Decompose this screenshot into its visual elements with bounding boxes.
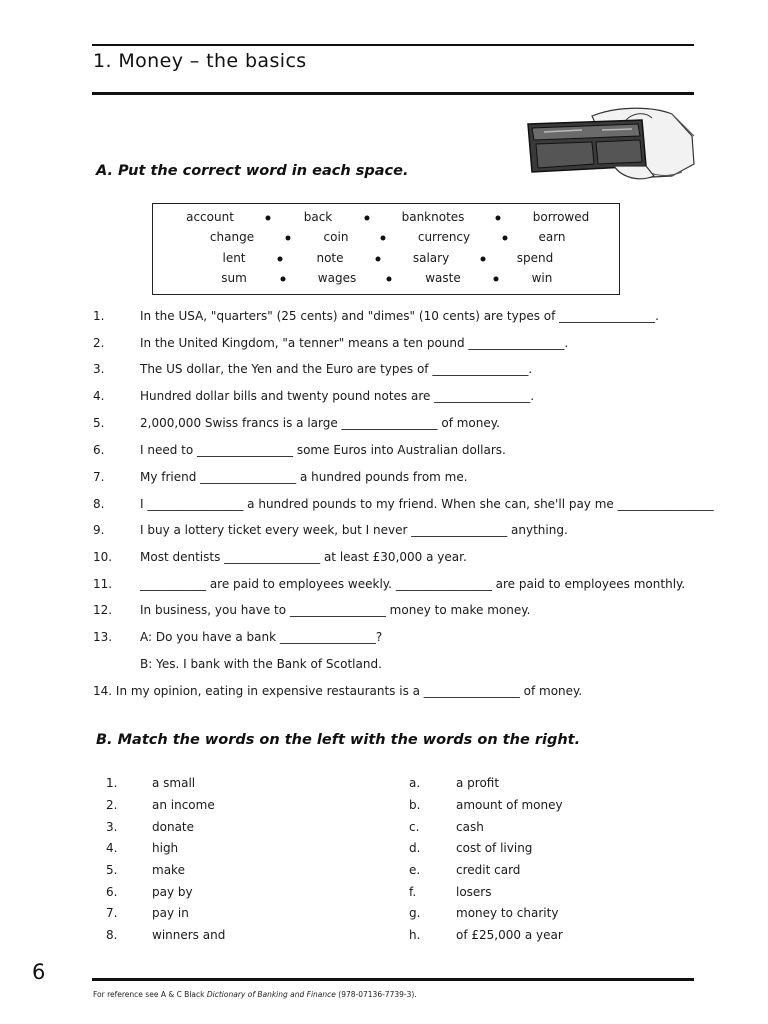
question-row <box>0 309 768 327</box>
question-row <box>0 497 768 515</box>
left-item-number: 5. <box>106 863 118 877</box>
question-number: 9. <box>93 523 105 537</box>
word-bank-word: wages <box>317 271 357 285</box>
right-item-letter: g. <box>409 906 421 920</box>
question-text: 2,000,000 Swiss francs is a large ________________ of money. <box>140 416 500 430</box>
left-item-number: 2. <box>106 798 118 812</box>
left-item-text: an income <box>152 798 215 812</box>
question-text: I ________________ a hundred pounds to my friend. When she can, she'll pay me ________________ <box>140 497 714 511</box>
question-number: 11. <box>93 577 113 591</box>
word-bank-word: coin <box>323 230 349 244</box>
left-item-text: a small <box>152 776 196 790</box>
question-text: In the USA, "quarters" (25 cents) and "dimes" (10 cents) are types of ________________. <box>140 309 659 323</box>
question-row <box>0 443 768 461</box>
match-row <box>0 820 768 838</box>
question-number: 5. <box>93 416 105 430</box>
word-bank-row <box>153 251 619 267</box>
left-item-number: 8. <box>106 928 118 942</box>
word-bank-word: win <box>531 271 553 285</box>
question-text: B: Yes. I bank with the Bank of Scotland. <box>140 657 382 671</box>
reference-prefix: For reference see A & C Black <box>93 990 207 999</box>
right-item-text: money to charity <box>456 906 559 920</box>
right-item-letter: b. <box>409 798 421 812</box>
right-item-letter: c. <box>409 820 420 834</box>
bullet-icon <box>281 277 286 282</box>
question-row <box>0 523 768 541</box>
page-number: 6 <box>32 960 46 984</box>
left-item-text: pay in <box>152 906 189 920</box>
right-item-text: credit card <box>456 863 521 877</box>
question-text: A: Do you have a bank ________________? <box>140 630 383 644</box>
question-number: 12. <box>93 603 113 617</box>
right-item-text: cost of living <box>456 841 533 855</box>
bullet-icon <box>503 236 508 241</box>
word-bank-word: borrowed <box>532 210 590 224</box>
question-number: 1. <box>93 309 105 323</box>
question-row <box>0 362 768 380</box>
word-bank-word: back <box>303 210 333 224</box>
bullet-icon <box>278 257 283 262</box>
bullet-icon <box>481 257 486 262</box>
match-row <box>0 798 768 816</box>
question-number: 6. <box>93 443 105 457</box>
top-rule <box>92 44 694 46</box>
right-item-text: of £25,000 a year <box>456 928 563 942</box>
question-row <box>0 550 768 568</box>
question-text: The US dollar, the Yen and the Euro are types of ________________. <box>140 362 533 376</box>
match-row <box>0 841 768 859</box>
bullet-icon <box>286 236 291 241</box>
question-number: 13. <box>93 630 113 644</box>
question-number: 3. <box>93 362 105 376</box>
word-bank-word: salary <box>412 251 450 265</box>
word-bank-word: spend <box>516 251 554 265</box>
question-text: In the United Kingdom, "a tenner" means a ten pound ________________. <box>140 336 569 350</box>
section-b-heading: B. Match the words on the left with the words on the right. <box>96 732 581 748</box>
question-row <box>0 603 768 621</box>
question-text: Most dentists ________________ at least £30,000 a year. <box>140 550 467 564</box>
reference-suffix: (978-07136-7739-3). <box>335 990 417 999</box>
word-bank-word: note <box>316 251 344 265</box>
left-item-text: winners and <box>152 928 226 942</box>
right-item-text: cash <box>456 820 484 834</box>
question-text: Hundred dollar bills and twenty pound notes are ________________. <box>140 389 535 403</box>
left-item-number: 1. <box>106 776 118 790</box>
bullet-icon <box>365 216 370 221</box>
word-bank <box>152 203 620 295</box>
bullet-icon <box>387 277 392 282</box>
left-item-number: 6. <box>106 885 118 899</box>
footer-rule <box>92 978 694 981</box>
left-item-number: 7. <box>106 906 118 920</box>
section-a-heading: A. Put the correct word in each space. <box>96 163 409 179</box>
word-bank-word: waste <box>425 271 461 285</box>
reference-note <box>93 990 417 999</box>
word-bank-word: currency <box>417 230 471 244</box>
question-number: 8. <box>93 497 105 511</box>
match-row <box>0 863 768 881</box>
question-row <box>0 630 768 648</box>
word-bank-word: earn <box>538 230 566 244</box>
bullet-icon <box>494 277 499 282</box>
question-text: I need to ________________ some Euros into Australian dollars. <box>140 443 506 457</box>
question-text: 14. In my opinion, eating in expensive restaurants is a ________________ of money. <box>93 684 583 698</box>
right-item-letter: e. <box>409 863 421 877</box>
left-item-number: 4. <box>106 841 118 855</box>
right-item-text: amount of money <box>456 798 563 812</box>
word-bank-word: sum <box>221 271 247 285</box>
question-number: 2. <box>93 336 105 350</box>
reference-title: Dictionary of Banking and Finance <box>206 990 336 999</box>
word-bank-word: banknotes <box>401 210 465 224</box>
question-number: 10. <box>93 550 113 564</box>
left-item-text: make <box>152 863 185 877</box>
question-row <box>0 416 768 434</box>
match-row <box>0 885 768 903</box>
word-bank-row <box>153 230 619 246</box>
question-row <box>0 684 768 702</box>
bullet-icon <box>381 236 386 241</box>
question-text: I buy a lottery ticket every week, but I never ________________ anything. <box>140 523 568 537</box>
word-bank-word: change <box>209 230 255 244</box>
question-row <box>0 470 768 488</box>
wallet-in-hand-icon <box>522 106 696 186</box>
question-row <box>0 389 768 407</box>
question-text: In business, you have to ________________ money to make money. <box>140 603 531 617</box>
bullet-icon <box>376 257 381 262</box>
question-number: 4. <box>93 389 105 403</box>
page-title: 1. Money – the basics <box>93 50 307 72</box>
right-item-letter: f. <box>409 885 417 899</box>
left-item-text: pay by <box>152 885 193 899</box>
question-row <box>0 657 768 675</box>
word-bank-row <box>153 210 619 226</box>
match-row <box>0 928 768 946</box>
right-item-letter: d. <box>409 841 421 855</box>
bullet-icon <box>266 216 271 221</box>
left-item-text: donate <box>152 820 195 834</box>
word-bank-row <box>153 271 619 287</box>
right-item-text: losers <box>456 885 492 899</box>
left-item-text: high <box>152 841 179 855</box>
word-bank-word: account <box>186 210 234 224</box>
question-row <box>0 577 768 595</box>
match-row <box>0 776 768 794</box>
bullet-icon <box>496 216 501 221</box>
right-item-letter: a. <box>409 776 421 790</box>
left-item-number: 3. <box>106 820 118 834</box>
right-item-text: a profit <box>456 776 500 790</box>
question-text: ___________ are paid to employees weekly. ________________ are paid to employees monthly. <box>140 577 686 591</box>
title-underline <box>92 92 694 95</box>
match-row <box>0 906 768 924</box>
word-bank-word: lent <box>222 251 246 265</box>
right-item-letter: h. <box>409 928 421 942</box>
question-row <box>0 336 768 354</box>
question-number: 7. <box>93 470 105 484</box>
question-text: My friend ________________ a hundred pounds from me. <box>140 470 468 484</box>
